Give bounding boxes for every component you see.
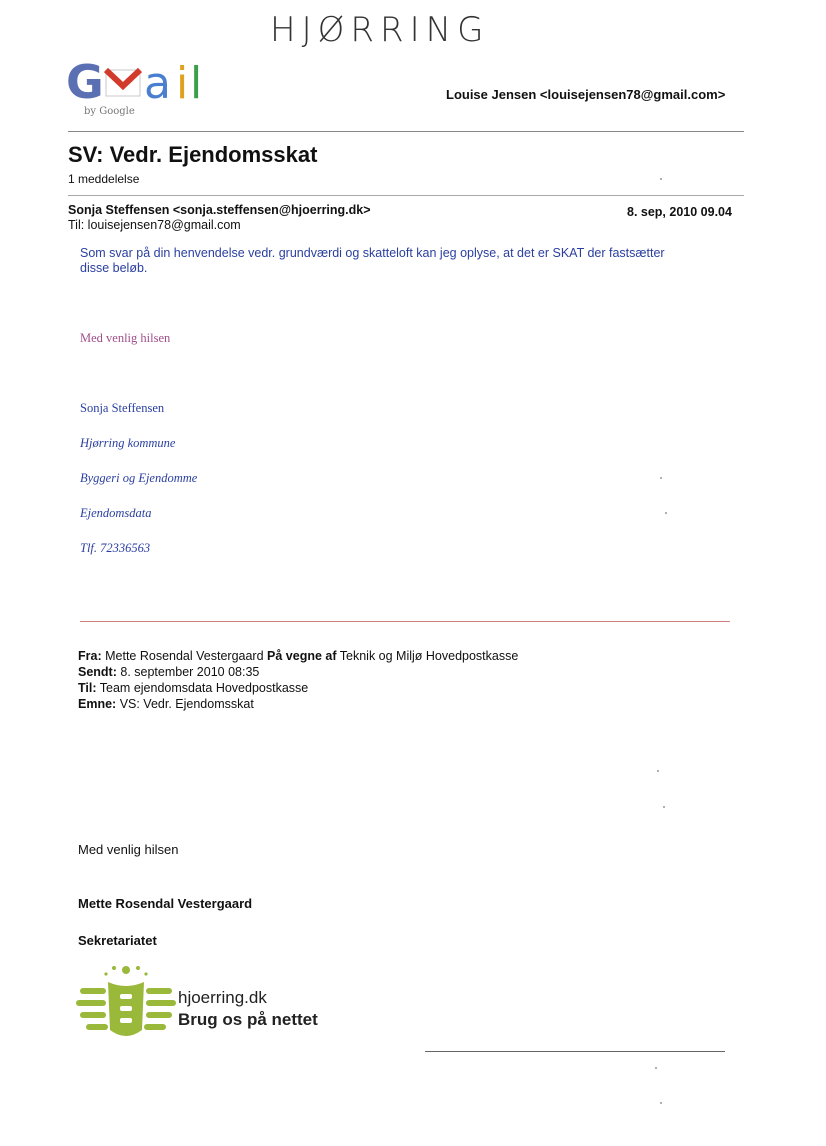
scan-speck (660, 1102, 662, 1104)
greeting: Med venlig hilsen (80, 331, 171, 345)
scan-speck (663, 806, 665, 808)
on-behalf-label: På vegne af (267, 649, 337, 663)
scan-speck (655, 1067, 657, 1069)
header-divider (68, 131, 744, 132)
signature-org: Hjørring kommune (80, 436, 176, 450)
forward-greeting: Med venlig hilsen (78, 842, 179, 857)
message-recipient: Til: louisejensen78@gmail.com (68, 218, 241, 232)
forward-sender-name: Mette Rosendal Vestergaard (78, 896, 253, 911)
quote-divider (80, 621, 730, 622)
footer-slogan: Brug os på nettet (178, 1010, 318, 1029)
forward-from (78, 649, 518, 663)
svg-text:l: l (190, 58, 203, 109)
signature-unit: Ejendomsdata (80, 506, 152, 520)
signature-phone: Tlf. 72336563 (80, 541, 151, 555)
by-google-text: by Google (84, 106, 135, 117)
from-value: Mette Rosendal Vestergaard (105, 649, 264, 663)
scan-speck (660, 477, 662, 479)
message-body: Som svar på din henvendelse vedr. grundværdi og skatteloft kan jeg oplyse, at det er SKAT der fastsætter disse beløb. (80, 246, 665, 275)
subject-value: VS: Vedr. Ejendomsskat (119, 697, 254, 711)
svg-text:i: i (176, 58, 189, 109)
from-label: Fra: (78, 649, 102, 663)
to-label: Til: (78, 681, 97, 695)
thread-subject: SV: Vedr. Ejendomsskat (68, 142, 318, 167)
sent-value: 8. september 2010 08:35 (120, 665, 260, 679)
handwritten-heading: HJØRRING (270, 10, 490, 50)
on-behalf-value: Teknik og Miljø Hovedpostkasse (339, 649, 519, 663)
forward-sent (78, 665, 259, 679)
footer-divider (425, 1051, 725, 1052)
to-value: Team ejendomsdata Hovedpostkasse (99, 681, 309, 695)
account-address: Louise Jensen <louisejensen78@gmail.com> (446, 87, 726, 102)
hjoerring-kommune-logo-icon (76, 960, 176, 1050)
scan-speck (660, 178, 662, 180)
forward-subject (78, 697, 254, 711)
scan-speck (657, 770, 659, 772)
footer-site: hjoerring.dk (178, 988, 267, 1007)
subject-divider (68, 195, 744, 196)
signature-name: Sonja Steffensen (80, 401, 165, 415)
scan-speck (665, 512, 667, 514)
message-sender: Sonja Steffensen <sonja.steffensen@hjoerring.dk> (68, 203, 371, 217)
message-count: 1 meddelelse (68, 172, 140, 186)
signature-dept: Byggeri og Ejendomme (80, 471, 198, 485)
forward-to (78, 681, 308, 695)
svg-text:G: G (66, 55, 104, 109)
svg-text:a: a (144, 58, 171, 109)
sent-label: Sendt: (78, 665, 117, 679)
gmail-logo-icon (62, 52, 232, 122)
forward-sender-dept: Sekretariatet (78, 933, 157, 948)
message-date: 8. sep, 2010 09.04 (627, 205, 732, 219)
subject-label: Emne: (78, 697, 117, 711)
